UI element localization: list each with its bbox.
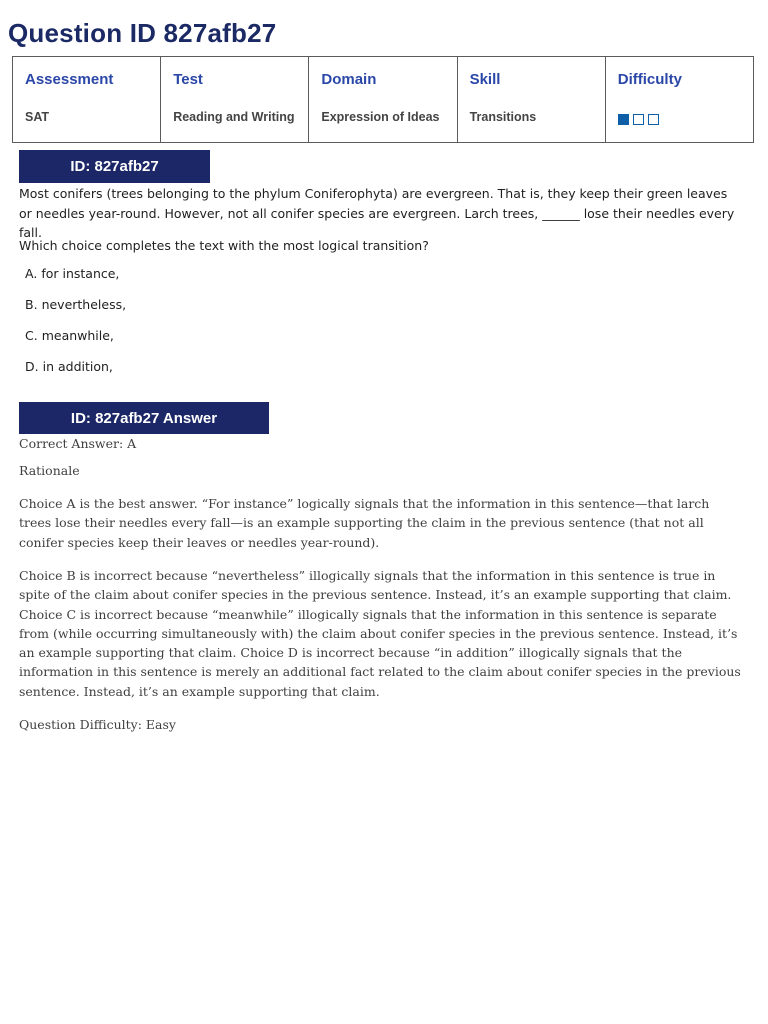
choice-a xyxy=(25,264,119,283)
question-prompt: Which choice completes the text with the most logical transition? xyxy=(19,238,429,253)
question-passage: Most conifers (trees belonging to the phylum Coniferophyta) are evergreen. That is, they keep their green leaves or needles year-round. However, not all conifer species are evergreen. Larch trees, ______ lose their needles every fall. xyxy=(19,186,735,240)
meta-value-test: Reading and Writing xyxy=(173,110,295,124)
rationale-paragraph: Choice A is the best answer. “For instance” logically signals that the information in this sentence—that larch trees lose their needles every fall—is an example supporting the claim in the previous sentence (that not all conifer species keep their leaves or needles year-round). xyxy=(19,496,710,550)
choice-letter: A. xyxy=(25,266,38,281)
meta-header-assessment: Assessment xyxy=(25,71,114,88)
choice-letter: D. xyxy=(25,359,39,374)
question-id-banner: ID: 827afb27 xyxy=(19,150,210,183)
meta-cell-domain xyxy=(309,57,457,143)
choice-text: meanwhile, xyxy=(41,328,114,343)
choice-c xyxy=(25,326,114,345)
difficulty-box-empty xyxy=(648,114,659,125)
choice-text: nevertheless, xyxy=(41,297,127,312)
difficulty-box-filled xyxy=(618,114,629,125)
meta-header-skill: Skill xyxy=(469,71,501,88)
answer-banner: ID: 827afb27 Answer xyxy=(19,402,269,434)
meta-cell-assessment xyxy=(13,57,161,143)
meta-value-skill: Transitions xyxy=(469,110,537,124)
correct-answer: Correct Answer: A xyxy=(19,436,137,451)
page-title: Question ID 827afb27 xyxy=(8,18,277,48)
choice-d xyxy=(25,357,113,376)
rationale-label: Rationale xyxy=(19,463,80,478)
question-difficulty: Question Difficulty: Easy xyxy=(19,717,176,732)
choice-b xyxy=(25,295,126,314)
meta-value-assessment: SAT xyxy=(25,110,50,124)
choice-letter: B. xyxy=(25,297,38,312)
meta-cell-difficulty xyxy=(605,57,753,143)
meta-value-domain: Expression of Ideas xyxy=(321,110,440,124)
meta-header-test: Test xyxy=(173,71,203,88)
choice-text: in addition, xyxy=(42,359,113,374)
rationale-paragraph: Choice B is incorrect because “nevertheless” illogically signals that the information in this sentence is true in spite of the claim about conifer species in the previous sentence. Instead, it’s an example supporting that claim. Choice C is incorrect because “meanwhile” illogically signals that the information in this sentence is separate from (while occurring simultaneously with) the claim about conifer species in the previous sentence. Instead, it’s an example supporting that claim. Choice D is incorrect because “in addition” illogically signals that the information in this sentence is merely an additional fact related to the claim about conifer species in the previous sentence. Instead, it’s an example supporting that claim. xyxy=(19,568,741,699)
meta-header-difficulty: Difficulty xyxy=(617,71,682,88)
difficulty-box-empty xyxy=(633,114,644,125)
choice-text: for instance, xyxy=(41,266,120,281)
question-meta-table xyxy=(12,56,754,143)
meta-cell-test xyxy=(161,57,309,143)
choice-letter: C. xyxy=(25,328,38,343)
difficulty-indicator xyxy=(618,114,753,125)
meta-header-domain: Domain xyxy=(321,71,377,88)
meta-cell-skill xyxy=(457,57,605,143)
